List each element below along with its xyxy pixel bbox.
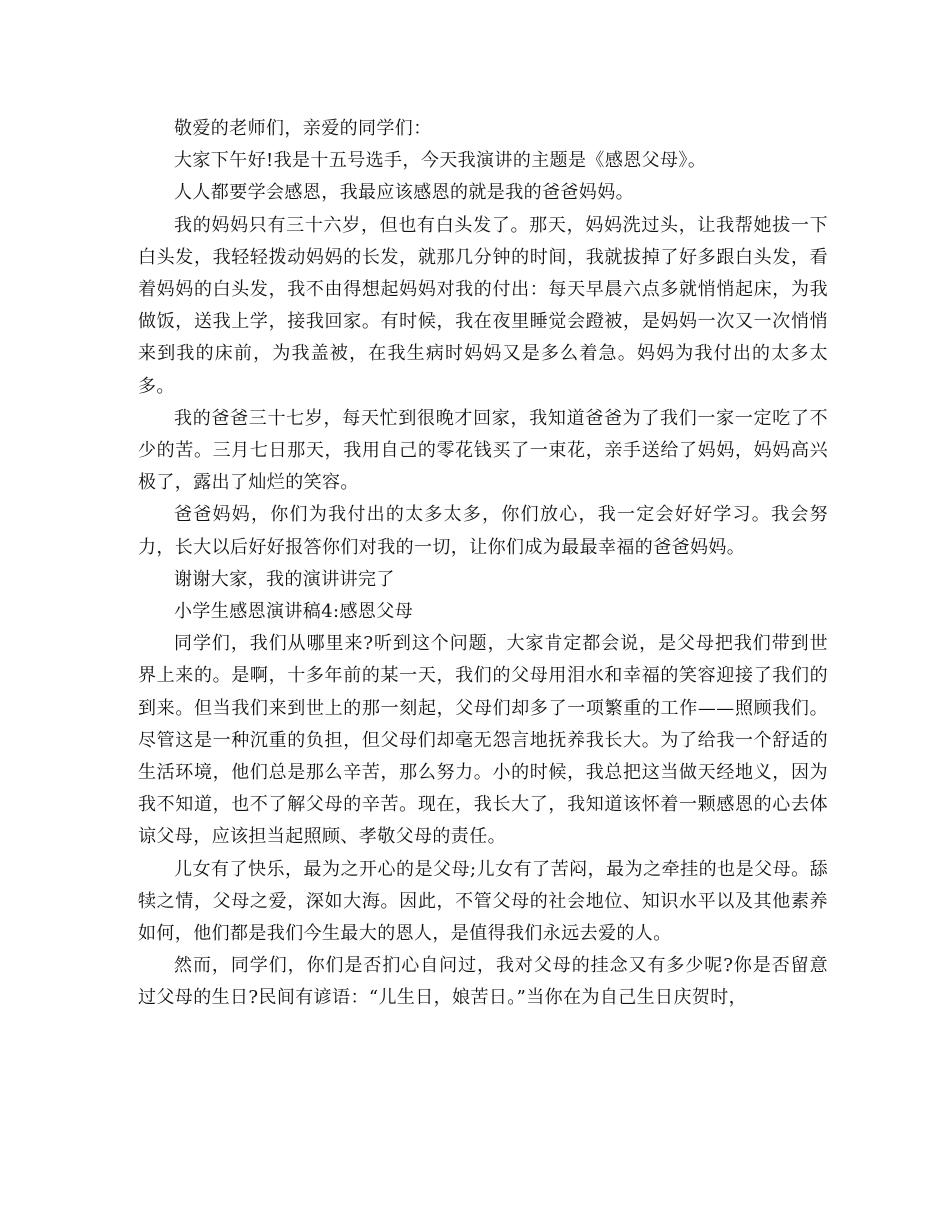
paragraph-father: 我的爸爸三十七岁，每天忙到很晚才回家，我知道爸爸为了我们一家一定吃了不少的苦。三月七日那天，我用自己的零花钱买了一束花，亲手送给了妈妈，妈妈高兴极了，露出了灿烂的笑容。 <box>138 407 828 494</box>
paragraph-closing: 谢谢大家，我的演讲讲完了 <box>174 568 395 590</box>
paragraph-intro: 人人都要学会感恩，我最应该感恩的就是我的爸爸妈妈。 <box>174 182 634 204</box>
paragraph-origin: 同学们，我们从哪里来?听到这个问题，大家肯定都会说，是父母把我们带到世界上来的。是啊，十多年前的某一天，我们的父母用泪水和幸福的笑容迎接了我们的到来。但当我们来到世上的那一刻起，父母们却多了一项繁重的工作——照顾我们。尽管这是一种沉重的负担，但父母们却毫无怨言地抚养我长大。为了给我一个舒适的生活环境，他们总是那么辛苦，那么努力。小的时候，我总把这当做天经地义，因为我不知道，也不了解父母的辛苦。现在，我长大了，我知道该怀着一颗感恩的心去体谅父母，应该担当起照顾、孝敬父母的责任。 <box>138 633 828 848</box>
paragraph-promise: 爸爸妈妈，你们为我付出的太多太多，你们放心，我一定会好好学习。我会努力，长大以后好好报答你们对我的一切，让你们成为最最幸福的爸爸妈妈。 <box>138 504 828 558</box>
paragraph-birthday: 然而，同学们，你们是否扪心自问过，我对父母的挂念又有多少呢?你是否留意过父母的生日?民间有谚语：“儿生日，娘苦日。”当你在为自己生日庆贺时， <box>138 955 828 1009</box>
paragraph-mother: 我的妈妈只有三十六岁，但也有白头发了。那天，妈妈洗过头，让我帮她拔一下白头发，我轻轻拨动妈妈的长发，就那几分钟的时间，我就拔掉了好多跟白头发，看着妈妈的白头发，我不由得想起妈妈对我的付出：每天早晨六点多就悄悄起床，为我做饭，送我上学，接我回家。有时候，我在夜里睡觉会蹬被，是妈妈一次又一次悄悄来到我的床前，为我盖被，在我生病时妈妈又是多么着急。妈妈为我付出的太多太多。 <box>138 214 828 397</box>
paragraph-parents-love: 儿女有了快乐，最为之开心的是父母;儿女有了苦闷，最为之牵挂的也是父母。舔犊之情，父母之爱，深如大海。因此，不管父母的社会地位、知识水平以及其他素养如何，他们都是我们今生最大的恩人，是值得我们永远去爱的人。 <box>138 858 828 945</box>
section-title: 小学生感恩演讲稿4:感恩父母 <box>174 601 414 623</box>
paragraph-greeting: 大家下午好!我是十五号选手，今天我演讲的主题是《感恩父母》。 <box>174 150 707 172</box>
salutation: 敬爱的老师们，亲爱的同学们： <box>174 118 432 139</box>
document-body <box>138 113 828 1015</box>
